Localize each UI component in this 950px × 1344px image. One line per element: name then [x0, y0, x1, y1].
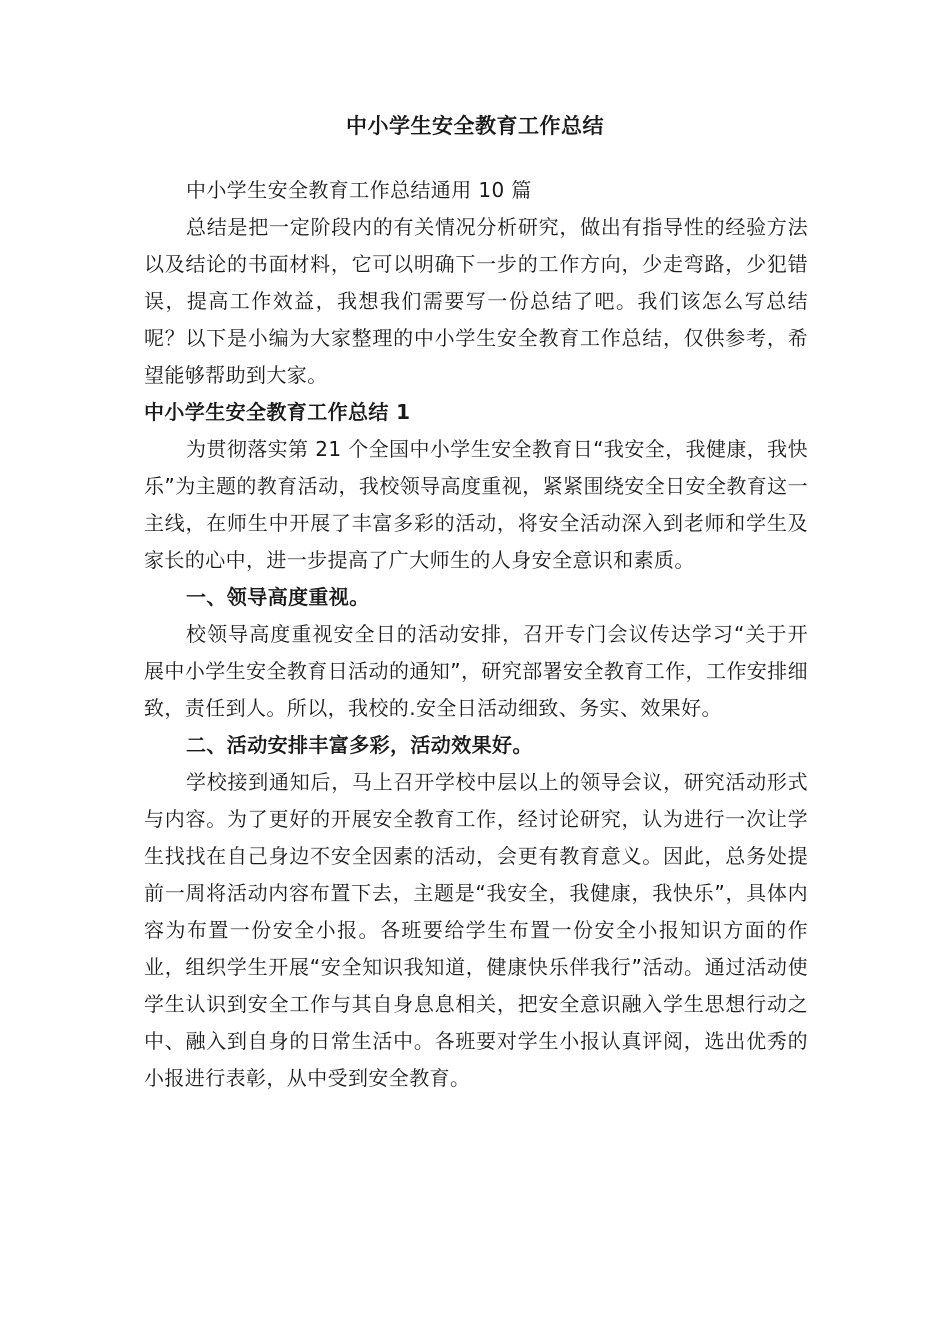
document-body: [144, 172, 808, 1097]
document-title: 中小学生安全教育工作总结: [346, 114, 604, 138]
subtitle-line: 中小学生安全教育工作总结通用 10 篇: [186, 178, 532, 202]
section-paragraph: 为贯彻落实第 21 个全国中小学生安全教育日“我安全，我健康，我快乐”为主题的教育活动，我校领导高度重视，紧紧围绕安全日安全教育这一主线，在师生中开展了丰富多彩的活动，将安全活动深入到老师和学生及家长的心中，进一步提高了广大师生的人身安全意识和素质。: [144, 437, 808, 572]
point-heading-2: 二、活动安排丰富多彩，活动效果好。: [186, 733, 533, 757]
intro-paragraph: 总结是把一定阶段内的有关情况分析研究，做出有指导性的经验方法以及结论的书面材料，它可以明确下一步的工作方向，少走弯路，少犯错误，提高工作效益，我想我们需要写一份总结了吧。我们该怎么写总结呢？以下是小编为大家整理的中小学生安全教育工作总结，仅供参考，希望能够帮助到大家。: [144, 215, 808, 387]
section-heading: 中小学生安全教育工作总结 1: [144, 400, 411, 424]
point-paragraph-1: 校领导高度重视安全日的活动安排，召开专门会议传达学习“关于开展中小学生安全教育日活动的通知”，研究部署安全教育工作，工作安排细致，责任到人。所以，我校的.安全日活动细致、务实、效果好。: [144, 622, 808, 720]
point-heading-1: 一、领导高度重视。: [186, 585, 370, 609]
point-paragraph-2: 学校接到通知后，马上召开学校中层以上的领导会议，研究活动形式与内容。为了更好的开展安全教育工作，经讨论研究，认为进行一次让学生找找在自己身边不安全因素的活动，会更有教育意义。因此，总务处提前一周将活动内容布置下去，主题是“我安全，我健康，我快乐”，具体内容为布置一份安全小报。各班要给学生布置一份安全小报知识方面的作业，组织学生开展“安全知识我知道，健康快乐伴我行”活动。通过活动使学生认识到安全工作与其自身息息相关，把安全意识融入学生思想行动之中、融入到自身的日常生活中。各班要对学生小报认真评阅，选出优秀的小报进行表彰，从中受到安全教育。: [144, 770, 808, 1090]
